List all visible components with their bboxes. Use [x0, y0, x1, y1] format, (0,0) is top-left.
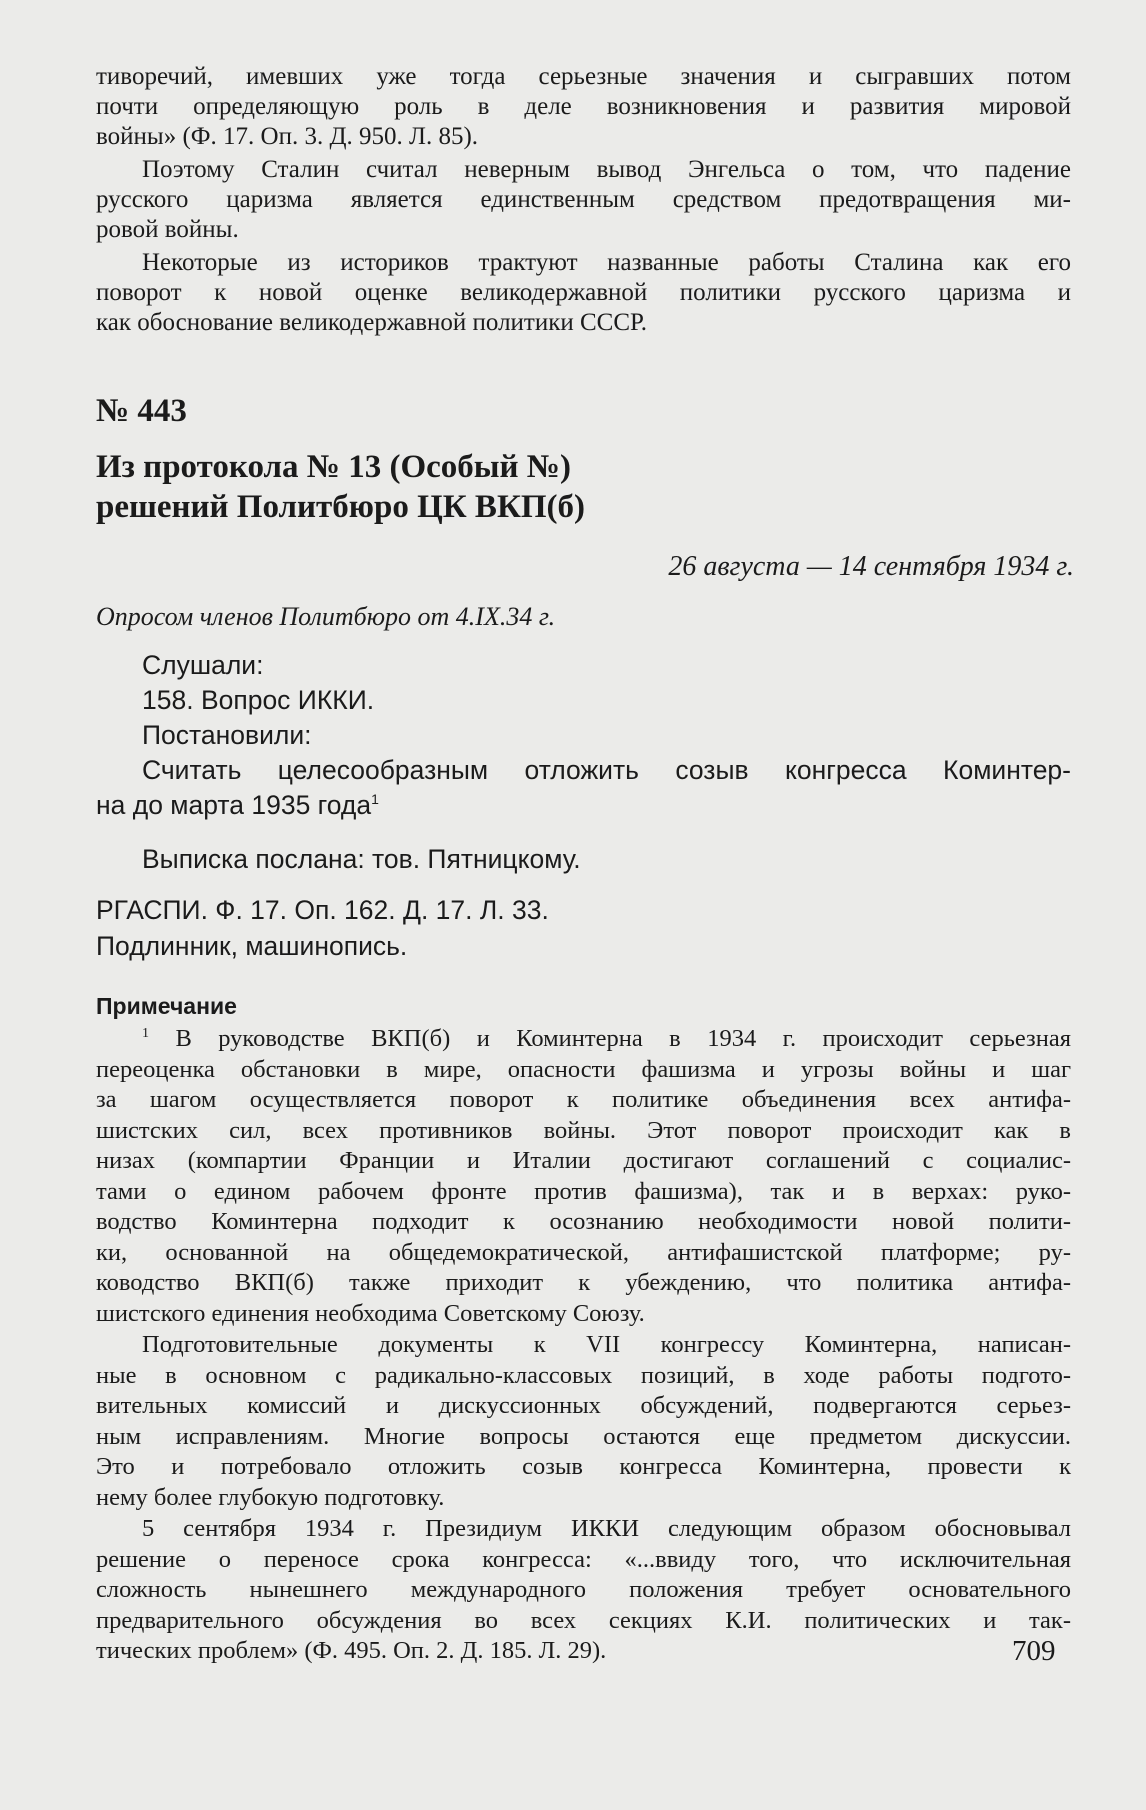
text-line: $^1$ В руководстве ВКП(б) и Коминтерна в 1934 г. происходит серьезная: [142, 1025, 1071, 1052]
text-line: низах (компартии Франции и Италии достигают соглашений с социалис-: [96, 1147, 1071, 1174]
note-paragraph-1: [96, 1024, 1071, 1329]
extract-note: [96, 842, 1071, 877]
text-line: тиворечий, имевших уже тогда серьезные значения и сыгравших потом: [96, 63, 1071, 90]
notes-heading: Примечание: [96, 993, 237, 1019]
original-note: Подлинник, машинопись.: [96, 931, 408, 961]
document-title-line: решений Политбюро ЦК ВКП(б): [96, 489, 586, 525]
text-line: тических проблем» (Ф. 495. Оп. 2. Д. 185. Л. 29).: [96, 1637, 607, 1664]
intro-paragraph-2: [96, 155, 1071, 245]
text-line: Подготовительные документы к VII конгрессу Коминтерна, написан-: [142, 1331, 1071, 1358]
text-line: тами о едином рабочем фронте против фашизма), так и в верхах: руко-: [96, 1177, 1071, 1205]
text-line: шистских сил, всех противников войны. Этот поворот происходит как в: [96, 1116, 1071, 1144]
note-paragraph-3: [96, 1514, 1071, 1667]
text-line: шистского единения необходима Советскому Союзу.: [96, 1299, 645, 1327]
text-line: как обоснование великодержавной политики СССР.: [96, 309, 648, 336]
text-line: за шагом осуществляется поворот к политике объединения всех антифа-: [96, 1086, 1071, 1113]
text-line: почти определяющую роль в деле возникновения и развития мировой: [96, 93, 1071, 120]
text-line: переоценка обстановки в мире, опасности фашизма и угрозы войны и шаг: [96, 1055, 1071, 1083]
archive-citation: РГАСПИ. Ф. 17. Оп. 162. Д. 17. Л. 33.: [96, 895, 549, 925]
text-line: предварительного обсуждения во всех секциях К.И. политических и так-: [96, 1606, 1071, 1634]
decided-label: Постановили:: [142, 720, 312, 750]
footnote-mark: 1: [371, 791, 379, 808]
archive-reference: [96, 892, 1071, 964]
text-line: Некоторые из историков трактуют названные работы Сталина как его: [142, 249, 1071, 276]
text-line: русского царизма является единственным средством предотвращения ми-: [96, 186, 1071, 213]
text-line: вительных комиссий и дискуссионных обсуждений, подвергаются серьез-: [96, 1392, 1071, 1419]
decree-body: [96, 648, 1071, 823]
text-line: Поэтому Сталин считал неверным вывод Энгельса о том, что падение: [142, 156, 1071, 183]
text-line: 5 сентября 1934 г. Президиум ИККИ следующим образом обосновывал: [142, 1515, 1071, 1542]
text-line: Это и потребовало отложить созыв конгресса Коминтерна, провести к: [96, 1453, 1071, 1480]
text-line: поворот к новой оценке великодержавной политики русского царизма и: [96, 279, 1071, 306]
text-line: нему более глубокую подготовку.: [96, 1483, 445, 1511]
text-line: решение о переносе срока конгресса: «...ввиду того, что исключительная: [96, 1545, 1071, 1573]
text-line: водство Коминтерна подходит к осознанию необходимости новой полити-: [96, 1208, 1071, 1235]
heard-label: Слушали:: [142, 650, 264, 680]
document-title: [96, 447, 1071, 527]
page-number: 709: [1012, 1635, 1056, 1667]
poll-note: Опросом членов Политбюро от 4.IX.34 г.: [96, 602, 556, 631]
text-line: сложность нынешнего международного положения требует основательного: [96, 1576, 1071, 1603]
text-line: войны» (Ф. 17. Оп. 3. Д. 950. Л. 85).: [96, 123, 479, 150]
footnote-mark: 1: [142, 1025, 149, 1041]
text-line: ровой войны.: [96, 216, 239, 243]
document-title-line: Из протокола № 13 (Особый №): [96, 449, 571, 485]
intro-paragraph-1: [96, 62, 1071, 152]
text-line: ные в основном с радикально-классовых позиций, в ходе работы подгото-: [96, 1361, 1071, 1389]
intro-paragraph-3: [96, 248, 1071, 338]
decision-text-end: на до марта 1935 года$^1$: [96, 790, 379, 820]
extract-text: Выписка послана: тов. Пятницкому.: [142, 844, 581, 874]
text-line: ным исправлениям. Многие вопросы остаются еще предметом дискуссии.: [96, 1422, 1071, 1450]
document-date: 26 августа — 14 сентября 1934 г.: [668, 551, 1074, 582]
note-paragraph-2: [96, 1330, 1071, 1513]
document-number: № 443: [96, 393, 187, 429]
agenda-item: 158. Вопрос ИККИ.: [142, 685, 375, 715]
text-line: ководство ВКП(б) также приходит к убеждению, что политика антифа-: [96, 1269, 1071, 1296]
text-line: ки, основанной на общедемократической, антифашистской платформе; ру-: [96, 1238, 1071, 1266]
decision-text: Считать целесообразным отложить созыв конгресса Коминтер-: [142, 755, 1071, 785]
